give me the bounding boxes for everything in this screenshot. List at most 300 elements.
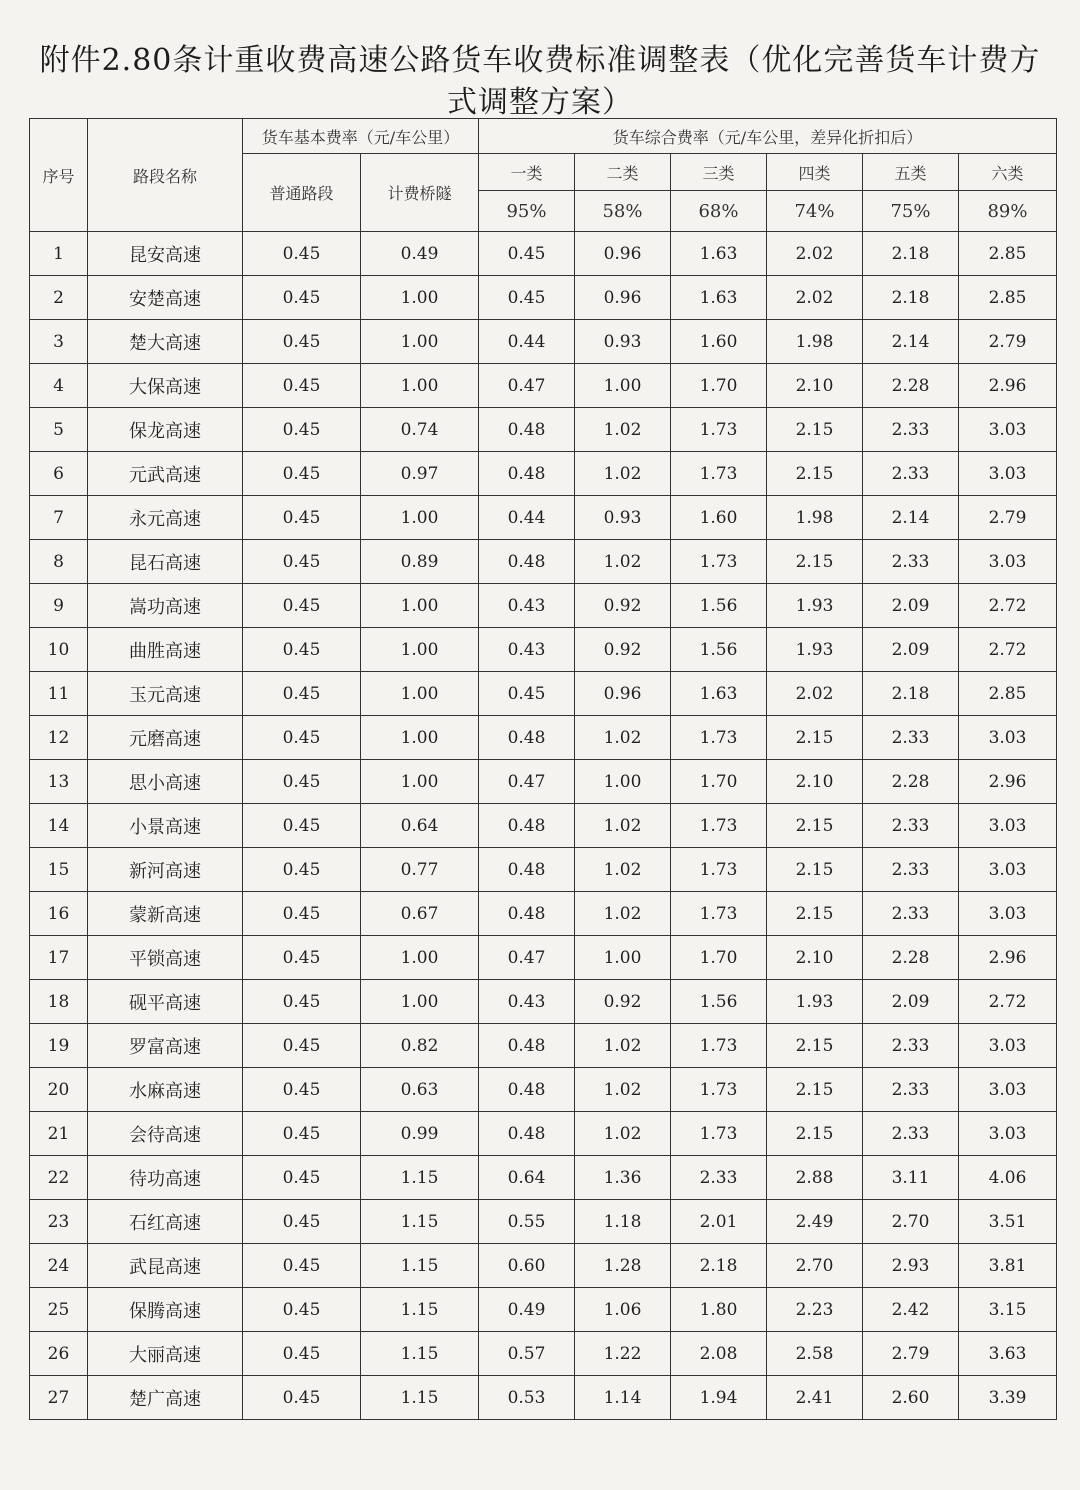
- cell-class-3: 1.73: [671, 804, 767, 848]
- cell-class-3: 1.80: [671, 1288, 767, 1332]
- cell-class-1: 0.45: [479, 672, 575, 716]
- cell-class-5: 2.33: [863, 1024, 959, 1068]
- cell-class-6: 3.03: [959, 540, 1057, 584]
- cell-normal-rate: 0.45: [243, 1156, 361, 1200]
- cell-class-5: 2.18: [863, 672, 959, 716]
- cell-class-3: 1.73: [671, 1112, 767, 1156]
- cell-class-6: 3.03: [959, 452, 1057, 496]
- cell-class-2: 0.93: [575, 320, 671, 364]
- cell-seq: 4: [30, 364, 88, 408]
- cell-class-5: 2.33: [863, 892, 959, 936]
- cell-bridge-rate: 1.15: [361, 1200, 479, 1244]
- cell-road-name: 保腾高速: [88, 1288, 243, 1332]
- cell-class-1: 0.48: [479, 1068, 575, 1112]
- cell-class-4: 2.15: [767, 540, 863, 584]
- cell-class-1: 0.55: [479, 1200, 575, 1244]
- cell-road-name: 新河高速: [88, 848, 243, 892]
- cell-class-5: 2.33: [863, 804, 959, 848]
- cell-class-5: 2.79: [863, 1332, 959, 1376]
- cell-seq: 6: [30, 452, 88, 496]
- table-row: [30, 936, 1057, 980]
- cell-class-6: 3.03: [959, 408, 1057, 452]
- cell-class-6: 2.79: [959, 320, 1057, 364]
- cell-bridge-rate: 0.64: [361, 804, 479, 848]
- cell-seq: 3: [30, 320, 88, 364]
- cell-class-5: 2.18: [863, 276, 959, 320]
- cell-road-name: 昆石高速: [88, 540, 243, 584]
- cell-class-3: 1.60: [671, 496, 767, 540]
- header-discount-5: 75%: [863, 191, 959, 232]
- cell-bridge-rate: 1.15: [361, 1288, 479, 1332]
- table-row: [30, 804, 1057, 848]
- cell-class-4: 2.10: [767, 936, 863, 980]
- cell-class-5: 2.42: [863, 1288, 959, 1332]
- table-row: [30, 364, 1057, 408]
- cell-normal-rate: 0.45: [243, 408, 361, 452]
- cell-class-6: 2.72: [959, 584, 1057, 628]
- cell-class-6: 3.03: [959, 804, 1057, 848]
- cell-road-name: 砚平高速: [88, 980, 243, 1024]
- cell-road-name: 水麻高速: [88, 1068, 243, 1112]
- cell-class-2: 1.00: [575, 936, 671, 980]
- cell-road-name: 昆安高速: [88, 232, 243, 276]
- cell-class-6: 3.03: [959, 1112, 1057, 1156]
- cell-class-2: 1.00: [575, 364, 671, 408]
- cell-bridge-rate: 0.49: [361, 232, 479, 276]
- cell-bridge-rate: 0.99: [361, 1112, 479, 1156]
- cell-class-1: 0.43: [479, 628, 575, 672]
- cell-class-6: 2.85: [959, 232, 1057, 276]
- cell-class-3: 1.73: [671, 1024, 767, 1068]
- cell-normal-rate: 0.45: [243, 1112, 361, 1156]
- cell-class-2: 1.00: [575, 760, 671, 804]
- table-row: [30, 452, 1057, 496]
- cell-bridge-rate: 1.00: [361, 716, 479, 760]
- table-row: [30, 1068, 1057, 1112]
- cell-normal-rate: 0.45: [243, 364, 361, 408]
- cell-class-3: 1.73: [671, 452, 767, 496]
- cell-class-1: 0.43: [479, 980, 575, 1024]
- cell-class-5: 2.33: [863, 540, 959, 584]
- cell-class-4: 2.15: [767, 1068, 863, 1112]
- table-row: [30, 628, 1057, 672]
- cell-class-2: 1.14: [575, 1376, 671, 1420]
- cell-class-3: 1.60: [671, 320, 767, 364]
- cell-class-6: 2.79: [959, 496, 1057, 540]
- cell-normal-rate: 0.45: [243, 892, 361, 936]
- cell-class-3: 1.73: [671, 716, 767, 760]
- cell-road-name: 安楚高速: [88, 276, 243, 320]
- table-row: [30, 1244, 1057, 1288]
- cell-class-4: 1.93: [767, 628, 863, 672]
- cell-seq: 12: [30, 716, 88, 760]
- cell-class-6: 3.81: [959, 1244, 1057, 1288]
- cell-seq: 18: [30, 980, 88, 1024]
- cell-class-1: 0.64: [479, 1156, 575, 1200]
- cell-seq: 10: [30, 628, 88, 672]
- cell-class-2: 0.96: [575, 276, 671, 320]
- cell-class-5: 2.28: [863, 936, 959, 980]
- cell-road-name: 武昆高速: [88, 1244, 243, 1288]
- cell-class-5: 2.33: [863, 848, 959, 892]
- cell-seq: 19: [30, 1024, 88, 1068]
- table-row: [30, 1332, 1057, 1376]
- title-line-1: 附件2.80条计重收费高速公路货车收费标准调整表（优化完善货车计费方: [39, 43, 1041, 78]
- table-row: [30, 496, 1057, 540]
- cell-class-5: 2.14: [863, 496, 959, 540]
- cell-bridge-rate: 0.63: [361, 1068, 479, 1112]
- cell-class-6: 2.96: [959, 364, 1057, 408]
- cell-road-name: 玉元高速: [88, 672, 243, 716]
- cell-class-3: 2.18: [671, 1244, 767, 1288]
- cell-class-2: 0.93: [575, 496, 671, 540]
- cell-seq: 2: [30, 276, 88, 320]
- cell-bridge-rate: 1.00: [361, 760, 479, 804]
- cell-class-5: 2.70: [863, 1200, 959, 1244]
- header-class-5: 五类: [863, 154, 959, 191]
- table-row: [30, 760, 1057, 804]
- cell-class-3: 2.08: [671, 1332, 767, 1376]
- cell-seq: 1: [30, 232, 88, 276]
- cell-class-3: 1.63: [671, 276, 767, 320]
- header-class-3: 三类: [671, 154, 767, 191]
- cell-seq: 26: [30, 1332, 88, 1376]
- cell-class-5: 2.09: [863, 628, 959, 672]
- cell-bridge-rate: 1.00: [361, 672, 479, 716]
- cell-normal-rate: 0.45: [243, 1288, 361, 1332]
- cell-road-name: 待功高速: [88, 1156, 243, 1200]
- cell-normal-rate: 0.45: [243, 716, 361, 760]
- cell-normal-rate: 0.45: [243, 452, 361, 496]
- cell-class-2: 0.92: [575, 980, 671, 1024]
- cell-class-2: 1.02: [575, 408, 671, 452]
- header-discount-6: 89%: [959, 191, 1057, 232]
- cell-normal-rate: 0.45: [243, 1244, 361, 1288]
- cell-class-4: 2.58: [767, 1332, 863, 1376]
- cell-class-3: 1.73: [671, 1068, 767, 1112]
- cell-class-1: 0.48: [479, 1112, 575, 1156]
- cell-class-3: 1.63: [671, 232, 767, 276]
- cell-class-5: 2.33: [863, 452, 959, 496]
- cell-seq: 25: [30, 1288, 88, 1332]
- header-class-2: 二类: [575, 154, 671, 191]
- cell-class-6: 3.03: [959, 848, 1057, 892]
- cell-normal-rate: 0.45: [243, 804, 361, 848]
- cell-seq: 22: [30, 1156, 88, 1200]
- cell-class-5: 3.11: [863, 1156, 959, 1200]
- cell-bridge-rate: 1.00: [361, 980, 479, 1024]
- cell-class-2: 1.02: [575, 452, 671, 496]
- header-class-6: 六类: [959, 154, 1057, 191]
- cell-seq: 17: [30, 936, 88, 980]
- title-line-2: 式调整方案）: [447, 85, 633, 120]
- header-bridge-tunnel: 计费桥隧: [361, 154, 479, 232]
- cell-seq: 16: [30, 892, 88, 936]
- cell-class-1: 0.47: [479, 936, 575, 980]
- header-class-1: 一类: [479, 154, 575, 191]
- cell-class-5: 2.60: [863, 1376, 959, 1420]
- cell-bridge-rate: 0.89: [361, 540, 479, 584]
- cell-seq: 23: [30, 1200, 88, 1244]
- cell-normal-rate: 0.45: [243, 848, 361, 892]
- table-row: [30, 1156, 1057, 1200]
- cell-class-6: 4.06: [959, 1156, 1057, 1200]
- cell-class-6: 3.03: [959, 716, 1057, 760]
- cell-class-1: 0.53: [479, 1376, 575, 1420]
- cell-seq: 13: [30, 760, 88, 804]
- cell-normal-rate: 0.45: [243, 980, 361, 1024]
- cell-road-name: 石红高速: [88, 1200, 243, 1244]
- cell-class-1: 0.45: [479, 276, 575, 320]
- table-row: [30, 276, 1057, 320]
- cell-class-1: 0.48: [479, 848, 575, 892]
- cell-class-3: 1.70: [671, 936, 767, 980]
- cell-class-4: 2.41: [767, 1376, 863, 1420]
- cell-class-2: 0.92: [575, 628, 671, 672]
- cell-class-2: 1.02: [575, 848, 671, 892]
- cell-class-4: 2.02: [767, 276, 863, 320]
- cell-class-6: 2.96: [959, 936, 1057, 980]
- cell-bridge-rate: 1.00: [361, 584, 479, 628]
- cell-class-2: 1.06: [575, 1288, 671, 1332]
- cell-normal-rate: 0.45: [243, 1376, 361, 1420]
- cell-class-2: 1.02: [575, 540, 671, 584]
- cell-road-name: 嵩功高速: [88, 584, 243, 628]
- cell-normal-rate: 0.45: [243, 628, 361, 672]
- cell-class-5: 2.93: [863, 1244, 959, 1288]
- cell-class-6: 2.85: [959, 276, 1057, 320]
- cell-class-1: 0.47: [479, 364, 575, 408]
- cell-class-5: 2.28: [863, 760, 959, 804]
- cell-class-5: 2.09: [863, 584, 959, 628]
- cell-normal-rate: 0.45: [243, 320, 361, 364]
- table-row: [30, 1376, 1057, 1420]
- table-row: [30, 980, 1057, 1024]
- cell-road-name: 蒙新高速: [88, 892, 243, 936]
- cell-bridge-rate: 0.67: [361, 892, 479, 936]
- cell-seq: 24: [30, 1244, 88, 1288]
- cell-class-5: 2.18: [863, 232, 959, 276]
- cell-class-4: 2.10: [767, 364, 863, 408]
- cell-class-4: 2.02: [767, 672, 863, 716]
- cell-class-4: 2.15: [767, 848, 863, 892]
- cell-normal-rate: 0.45: [243, 496, 361, 540]
- cell-bridge-rate: 1.00: [361, 936, 479, 980]
- cell-bridge-rate: 1.15: [361, 1332, 479, 1376]
- cell-seq: 9: [30, 584, 88, 628]
- header-discount-4: 74%: [767, 191, 863, 232]
- cell-class-1: 0.48: [479, 1024, 575, 1068]
- cell-seq: 15: [30, 848, 88, 892]
- cell-class-6: 2.85: [959, 672, 1057, 716]
- cell-class-5: 2.33: [863, 716, 959, 760]
- cell-bridge-rate: 0.82: [361, 1024, 479, 1068]
- cell-normal-rate: 0.45: [243, 584, 361, 628]
- cell-class-1: 0.48: [479, 716, 575, 760]
- cell-class-3: 2.01: [671, 1200, 767, 1244]
- cell-normal-rate: 0.45: [243, 672, 361, 716]
- cell-class-4: 2.15: [767, 408, 863, 452]
- cell-class-2: 1.02: [575, 1024, 671, 1068]
- cell-bridge-rate: 0.77: [361, 848, 479, 892]
- table-row: [30, 540, 1057, 584]
- cell-class-4: 2.49: [767, 1200, 863, 1244]
- cell-class-6: 2.72: [959, 628, 1057, 672]
- cell-seq: 11: [30, 672, 88, 716]
- cell-class-6: 3.03: [959, 1024, 1057, 1068]
- header-seq: 序号: [30, 119, 88, 232]
- cell-class-2: 1.36: [575, 1156, 671, 1200]
- table-body: [30, 232, 1057, 1420]
- cell-class-4: 1.93: [767, 980, 863, 1024]
- cell-class-5: 2.33: [863, 408, 959, 452]
- cell-bridge-rate: 1.00: [361, 496, 479, 540]
- cell-road-name: 元磨高速: [88, 716, 243, 760]
- cell-normal-rate: 0.45: [243, 760, 361, 804]
- cell-seq: 21: [30, 1112, 88, 1156]
- cell-class-6: 3.63: [959, 1332, 1057, 1376]
- table-row: [30, 408, 1057, 452]
- header-discount-3: 68%: [671, 191, 767, 232]
- cell-bridge-rate: 1.00: [361, 276, 479, 320]
- cell-bridge-rate: 1.00: [361, 320, 479, 364]
- cell-class-2: 1.02: [575, 1068, 671, 1112]
- header-basic-rate: 货车基本费率（元/车公里）: [243, 119, 479, 154]
- table-row: [30, 1024, 1057, 1068]
- cell-class-1: 0.47: [479, 760, 575, 804]
- cell-class-1: 0.48: [479, 452, 575, 496]
- cell-class-3: 2.33: [671, 1156, 767, 1200]
- cell-class-4: 2.15: [767, 892, 863, 936]
- header-normal-section: 普通路段: [243, 154, 361, 232]
- table-row: [30, 1288, 1057, 1332]
- cell-road-name: 罗富高速: [88, 1024, 243, 1068]
- cell-class-2: 1.28: [575, 1244, 671, 1288]
- cell-class-1: 0.45: [479, 232, 575, 276]
- cell-class-4: 2.15: [767, 804, 863, 848]
- cell-class-1: 0.60: [479, 1244, 575, 1288]
- cell-road-name: 思小高速: [88, 760, 243, 804]
- cell-class-1: 0.44: [479, 320, 575, 364]
- cell-class-4: 2.15: [767, 716, 863, 760]
- cell-class-2: 1.02: [575, 892, 671, 936]
- cell-normal-rate: 0.45: [243, 1332, 361, 1376]
- cell-class-2: 1.02: [575, 804, 671, 848]
- cell-bridge-rate: 1.00: [361, 628, 479, 672]
- cell-class-2: 1.02: [575, 1112, 671, 1156]
- cell-bridge-rate: 0.97: [361, 452, 479, 496]
- cell-class-6: 3.03: [959, 892, 1057, 936]
- fee-table: [29, 118, 1057, 1420]
- document-title: [0, 40, 1080, 124]
- cell-class-5: 2.14: [863, 320, 959, 364]
- table-row: [30, 584, 1057, 628]
- cell-seq: 8: [30, 540, 88, 584]
- header-composite-rate: 货车综合费率（元/车公里，差异化折扣后）: [479, 119, 1057, 154]
- cell-class-6: 3.15: [959, 1288, 1057, 1332]
- cell-normal-rate: 0.45: [243, 936, 361, 980]
- cell-class-5: 2.33: [863, 1112, 959, 1156]
- cell-class-3: 1.56: [671, 584, 767, 628]
- cell-class-4: 2.15: [767, 1112, 863, 1156]
- cell-seq: 27: [30, 1376, 88, 1420]
- cell-class-4: 1.93: [767, 584, 863, 628]
- cell-road-name: 小景高速: [88, 804, 243, 848]
- cell-class-5: 2.28: [863, 364, 959, 408]
- cell-class-3: 1.73: [671, 892, 767, 936]
- cell-road-name: 大丽高速: [88, 1332, 243, 1376]
- cell-seq: 5: [30, 408, 88, 452]
- cell-bridge-rate: 1.00: [361, 364, 479, 408]
- cell-class-5: 2.33: [863, 1068, 959, 1112]
- cell-class-2: 0.92: [575, 584, 671, 628]
- cell-class-3: 1.70: [671, 364, 767, 408]
- header-discount-1: 95%: [479, 191, 575, 232]
- table-row: [30, 672, 1057, 716]
- cell-road-name: 会待高速: [88, 1112, 243, 1156]
- cell-normal-rate: 0.45: [243, 1024, 361, 1068]
- cell-class-4: 2.15: [767, 1024, 863, 1068]
- cell-class-6: 3.51: [959, 1200, 1057, 1244]
- table-row: [30, 848, 1057, 892]
- cell-road-name: 永元高速: [88, 496, 243, 540]
- cell-road-name: 楚广高速: [88, 1376, 243, 1420]
- cell-class-6: 3.03: [959, 1068, 1057, 1112]
- cell-class-1: 0.48: [479, 892, 575, 936]
- cell-class-2: 0.96: [575, 232, 671, 276]
- cell-class-3: 1.73: [671, 408, 767, 452]
- cell-class-1: 0.48: [479, 408, 575, 452]
- cell-class-5: 2.09: [863, 980, 959, 1024]
- table-row: [30, 892, 1057, 936]
- cell-class-3: 1.70: [671, 760, 767, 804]
- cell-road-name: 平锁高速: [88, 936, 243, 980]
- cell-class-1: 0.48: [479, 804, 575, 848]
- cell-class-6: 2.72: [959, 980, 1057, 1024]
- cell-road-name: 保龙高速: [88, 408, 243, 452]
- cell-class-6: 2.96: [959, 760, 1057, 804]
- cell-class-1: 0.44: [479, 496, 575, 540]
- cell-class-2: 0.96: [575, 672, 671, 716]
- cell-bridge-rate: 1.15: [361, 1376, 479, 1420]
- cell-class-3: 1.63: [671, 672, 767, 716]
- cell-bridge-rate: 0.74: [361, 408, 479, 452]
- cell-normal-rate: 0.45: [243, 232, 361, 276]
- cell-class-3: 1.73: [671, 540, 767, 584]
- cell-class-1: 0.57: [479, 1332, 575, 1376]
- cell-class-4: 2.15: [767, 452, 863, 496]
- table-row: [30, 1200, 1057, 1244]
- cell-class-1: 0.48: [479, 540, 575, 584]
- cell-class-4: 1.98: [767, 320, 863, 364]
- cell-normal-rate: 0.45: [243, 540, 361, 584]
- header-road-name: 路段名称: [88, 119, 243, 232]
- cell-road-name: 曲胜高速: [88, 628, 243, 672]
- table-row: [30, 1112, 1057, 1156]
- cell-class-3: 1.56: [671, 980, 767, 1024]
- cell-class-4: 1.98: [767, 496, 863, 540]
- cell-road-name: 大保高速: [88, 364, 243, 408]
- cell-seq: 20: [30, 1068, 88, 1112]
- cell-class-3: 1.56: [671, 628, 767, 672]
- cell-class-4: 2.70: [767, 1244, 863, 1288]
- table-row: [30, 716, 1057, 760]
- cell-class-6: 3.39: [959, 1376, 1057, 1420]
- cell-normal-rate: 0.45: [243, 1068, 361, 1112]
- cell-class-4: 2.88: [767, 1156, 863, 1200]
- cell-normal-rate: 0.45: [243, 276, 361, 320]
- header-discount-2: 58%: [575, 191, 671, 232]
